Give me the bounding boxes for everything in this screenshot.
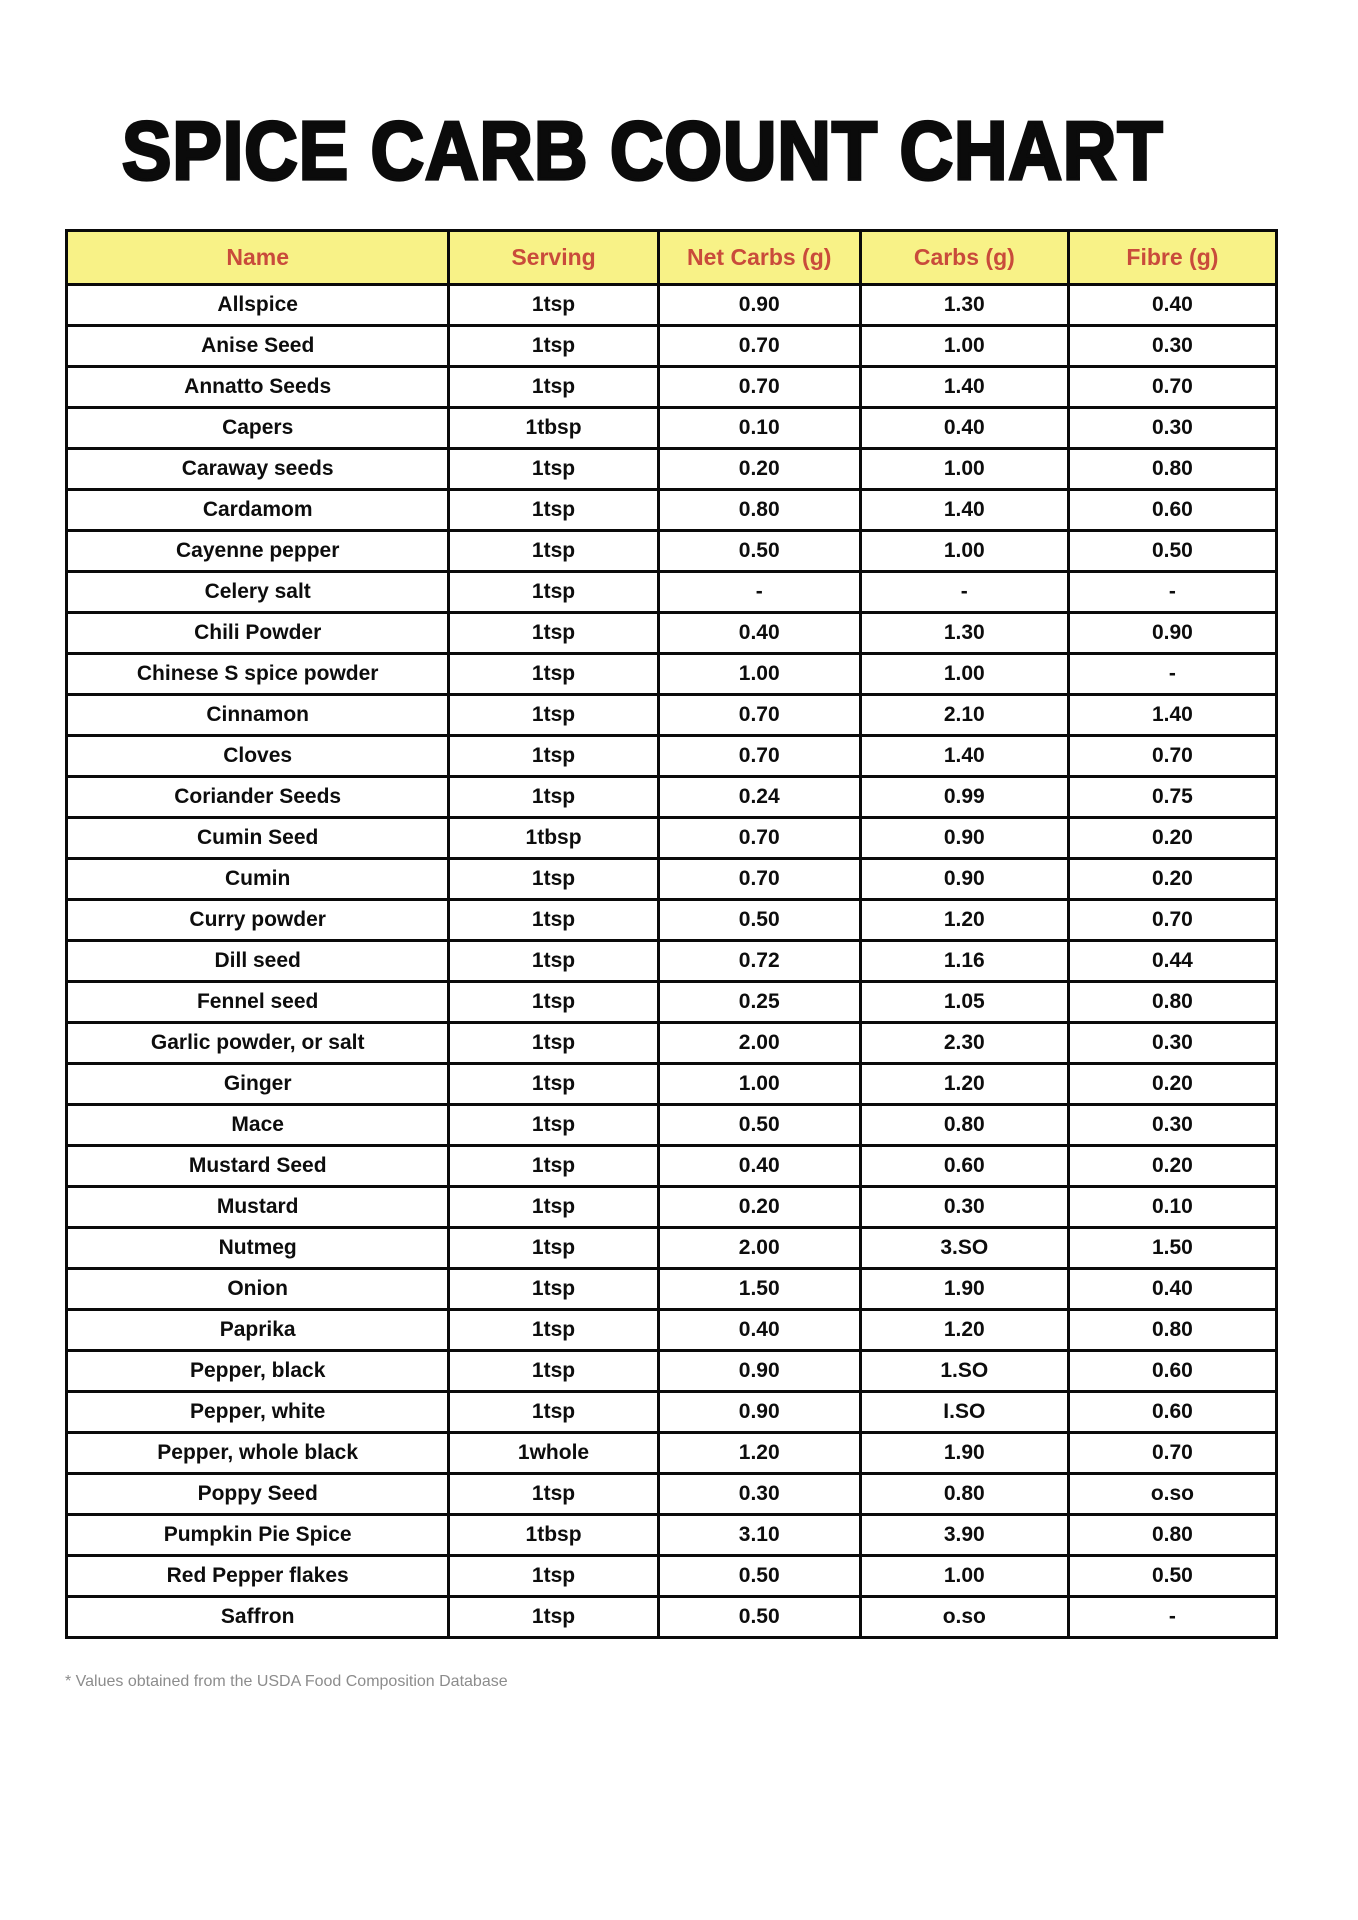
spice-name: Allspice xyxy=(67,285,449,326)
serving: 1tsp xyxy=(449,326,658,367)
spice-name: Pepper, black xyxy=(67,1351,449,1392)
table-row xyxy=(67,408,1277,449)
net-carbs-value: 1.00 xyxy=(658,1064,860,1105)
serving: 1tsp xyxy=(449,1556,658,1597)
spice-carb-table xyxy=(65,229,1278,1639)
spice-name: Mustard Seed xyxy=(67,1146,449,1187)
net-carbs-value: 0.80 xyxy=(658,490,860,531)
carbs-value: 1.30 xyxy=(860,613,1068,654)
table-row xyxy=(67,1351,1277,1392)
serving: 1tsp xyxy=(449,1351,658,1392)
serving: 1tbsp xyxy=(449,408,658,449)
spice-name: Anise Seed xyxy=(67,326,449,367)
table-row xyxy=(67,736,1277,777)
fibre-value: 0.75 xyxy=(1068,777,1276,818)
carbs-value: 0.30 xyxy=(860,1187,1068,1228)
table-row xyxy=(67,1310,1277,1351)
spice-name: Paprika xyxy=(67,1310,449,1351)
carbs-value: 1.00 xyxy=(860,326,1068,367)
net-carbs-value: 1.00 xyxy=(658,654,860,695)
spice-name: Cardamom xyxy=(67,490,449,531)
net-carbs-value: 0.40 xyxy=(658,1146,860,1187)
serving: 1tsp xyxy=(449,613,658,654)
serving: 1tsp xyxy=(449,1064,658,1105)
fibre-value: 0.20 xyxy=(1068,859,1276,900)
carbs-value: 1.SO xyxy=(860,1351,1068,1392)
net-carbs-value: 0.50 xyxy=(658,1105,860,1146)
spice-name: Coriander Seeds xyxy=(67,777,449,818)
fibre-value: 0.70 xyxy=(1068,736,1276,777)
table-row xyxy=(67,695,1277,736)
net-carbs-value: 0.40 xyxy=(658,1310,860,1351)
fibre-value: 0.30 xyxy=(1068,1023,1276,1064)
carbs-value: 0.60 xyxy=(860,1146,1068,1187)
serving: 1tsp xyxy=(449,1474,658,1515)
serving: 1tsp xyxy=(449,1187,658,1228)
serving: 1tsp xyxy=(449,777,658,818)
fibre-value: o.so xyxy=(1068,1474,1276,1515)
net-carbs-value: 0.90 xyxy=(658,1351,860,1392)
net-carbs-value: - xyxy=(658,572,860,613)
table-row xyxy=(67,1105,1277,1146)
serving: 1tsp xyxy=(449,1310,658,1351)
table-row xyxy=(67,449,1277,490)
page-title: SPICE CARB COUNT CHART xyxy=(122,104,1164,198)
fibre-value: - xyxy=(1068,1597,1276,1638)
table-row xyxy=(67,982,1277,1023)
spice-name: Mustard xyxy=(67,1187,449,1228)
net-carbs-value: 0.20 xyxy=(658,1187,860,1228)
net-carbs-value: 0.50 xyxy=(658,1597,860,1638)
spice-name: Caraway seeds xyxy=(67,449,449,490)
net-carbs-value: 0.20 xyxy=(658,449,860,490)
spice-name: Capers xyxy=(67,408,449,449)
serving: 1tsp xyxy=(449,572,658,613)
net-carbs-value: 0.70 xyxy=(658,695,860,736)
column-header: Serving xyxy=(449,231,658,285)
net-carbs-value: 1.20 xyxy=(658,1433,860,1474)
fibre-value: 0.60 xyxy=(1068,1392,1276,1433)
spice-name: Dill seed xyxy=(67,941,449,982)
serving: 1tsp xyxy=(449,1105,658,1146)
carbs-value: 1.90 xyxy=(860,1433,1068,1474)
fibre-value: 1.50 xyxy=(1068,1228,1276,1269)
carbs-value: 1.00 xyxy=(860,654,1068,695)
carbs-value: - xyxy=(860,572,1068,613)
serving: 1tsp xyxy=(449,695,658,736)
table-row xyxy=(67,326,1277,367)
serving: 1whole xyxy=(449,1433,658,1474)
spice-name: Ginger xyxy=(67,1064,449,1105)
fibre-value: 0.10 xyxy=(1068,1187,1276,1228)
serving: 1tsp xyxy=(449,449,658,490)
serving: 1tbsp xyxy=(449,1515,658,1556)
fibre-value: 0.60 xyxy=(1068,1351,1276,1392)
net-carbs-value: 0.70 xyxy=(658,736,860,777)
serving: 1tsp xyxy=(449,1597,658,1638)
carbs-value: 1.90 xyxy=(860,1269,1068,1310)
fibre-value: 0.44 xyxy=(1068,941,1276,982)
table-row xyxy=(67,1474,1277,1515)
table-row xyxy=(67,654,1277,695)
column-header: Net Carbs (g) xyxy=(658,231,860,285)
spice-name: Cloves xyxy=(67,736,449,777)
net-carbs-value: 0.30 xyxy=(658,1474,860,1515)
table-body xyxy=(67,285,1277,1638)
serving: 1tsp xyxy=(449,859,658,900)
spice-name: Cumin xyxy=(67,859,449,900)
column-header: Carbs (g) xyxy=(860,231,1068,285)
carbs-value: 0.99 xyxy=(860,777,1068,818)
fibre-value: 0.80 xyxy=(1068,982,1276,1023)
spice-name: Cayenne pepper xyxy=(67,531,449,572)
fibre-value: - xyxy=(1068,572,1276,613)
net-carbs-value: 2.00 xyxy=(658,1228,860,1269)
net-carbs-value: 2.00 xyxy=(658,1023,860,1064)
table-row xyxy=(67,1228,1277,1269)
carbs-value: I.SO xyxy=(860,1392,1068,1433)
net-carbs-value: 0.40 xyxy=(658,613,860,654)
spice-name: Poppy Seed xyxy=(67,1474,449,1515)
net-carbs-value: 3.10 xyxy=(658,1515,860,1556)
serving: 1tsp xyxy=(449,941,658,982)
serving: 1tbsp xyxy=(449,818,658,859)
spice-name: Red Pepper flakes xyxy=(67,1556,449,1597)
net-carbs-value: 0.70 xyxy=(658,859,860,900)
spice-name: Pepper, white xyxy=(67,1392,449,1433)
spice-name: Saffron xyxy=(67,1597,449,1638)
spice-name: Mace xyxy=(67,1105,449,1146)
spice-name: Cumin Seed xyxy=(67,818,449,859)
serving: 1tsp xyxy=(449,1146,658,1187)
table-row xyxy=(67,941,1277,982)
table-row xyxy=(67,531,1277,572)
serving: 1tsp xyxy=(449,285,658,326)
table-row xyxy=(67,1023,1277,1064)
carbs-value: 0.80 xyxy=(860,1474,1068,1515)
serving: 1tsp xyxy=(449,490,658,531)
carbs-value: 1.20 xyxy=(860,900,1068,941)
carbs-value: 1.00 xyxy=(860,1556,1068,1597)
fibre-value: 0.30 xyxy=(1068,408,1276,449)
table-row xyxy=(67,777,1277,818)
footnote: * Values obtained from the USDA Food Composition Database xyxy=(65,1673,508,1690)
table-row xyxy=(67,818,1277,859)
spice-name: Chinese S spice powder xyxy=(67,654,449,695)
carbs-value: 0.40 xyxy=(860,408,1068,449)
carbs-value: 1.40 xyxy=(860,367,1068,408)
fibre-value: 0.70 xyxy=(1068,1433,1276,1474)
carbs-value: 0.80 xyxy=(860,1105,1068,1146)
serving: 1tsp xyxy=(449,1023,658,1064)
table-row xyxy=(67,1146,1277,1187)
carbs-value: o.so xyxy=(860,1597,1068,1638)
table-row xyxy=(67,1392,1277,1433)
table-row xyxy=(67,1556,1277,1597)
fibre-value: 0.70 xyxy=(1068,900,1276,941)
serving: 1tsp xyxy=(449,736,658,777)
carbs-value: 2.10 xyxy=(860,695,1068,736)
net-carbs-value: 1.50 xyxy=(658,1269,860,1310)
net-carbs-value: 0.10 xyxy=(658,408,860,449)
fibre-value: 0.20 xyxy=(1068,1064,1276,1105)
table-row xyxy=(67,490,1277,531)
carbs-value: 2.30 xyxy=(860,1023,1068,1064)
net-carbs-value: 0.25 xyxy=(658,982,860,1023)
carbs-value: 1.40 xyxy=(860,490,1068,531)
spice-name: Nutmeg xyxy=(67,1228,449,1269)
net-carbs-value: 0.90 xyxy=(658,1392,860,1433)
net-carbs-value: 0.90 xyxy=(658,285,860,326)
serving: 1tsp xyxy=(449,531,658,572)
carbs-value: 0.90 xyxy=(860,859,1068,900)
net-carbs-value: 0.50 xyxy=(658,1556,860,1597)
carbs-value: 1.30 xyxy=(860,285,1068,326)
carbs-value: 3.90 xyxy=(860,1515,1068,1556)
spice-name: Garlic powder, or salt xyxy=(67,1023,449,1064)
spice-name: Cinnamon xyxy=(67,695,449,736)
fibre-value: 0.20 xyxy=(1068,1146,1276,1187)
spice-name: Pumpkin Pie Spice xyxy=(67,1515,449,1556)
serving: 1tsp xyxy=(449,1228,658,1269)
serving: 1tsp xyxy=(449,367,658,408)
fibre-value: 0.70 xyxy=(1068,367,1276,408)
fibre-value: 0.50 xyxy=(1068,1556,1276,1597)
carbs-value: 1.40 xyxy=(860,736,1068,777)
spice-name: Curry powder xyxy=(67,900,449,941)
carbs-value: 1.00 xyxy=(860,531,1068,572)
table-row xyxy=(67,1515,1277,1556)
table-row xyxy=(67,285,1277,326)
fibre-value: 0.40 xyxy=(1068,1269,1276,1310)
serving: 1tsp xyxy=(449,900,658,941)
table-row xyxy=(67,1064,1277,1105)
fibre-value: 0.80 xyxy=(1068,449,1276,490)
fibre-value: 0.80 xyxy=(1068,1310,1276,1351)
table-row xyxy=(67,1597,1277,1638)
spice-name: Chili Powder xyxy=(67,613,449,654)
spice-name: Onion xyxy=(67,1269,449,1310)
net-carbs-value: 0.50 xyxy=(658,900,860,941)
fibre-value: 0.30 xyxy=(1068,1105,1276,1146)
table-row xyxy=(67,613,1277,654)
table-row xyxy=(67,859,1277,900)
net-carbs-value: 0.70 xyxy=(658,818,860,859)
table-row xyxy=(67,1187,1277,1228)
serving: 1tsp xyxy=(449,982,658,1023)
serving: 1tsp xyxy=(449,1392,658,1433)
carbs-value: 3.SO xyxy=(860,1228,1068,1269)
fibre-value: 0.90 xyxy=(1068,613,1276,654)
fibre-value: 1.40 xyxy=(1068,695,1276,736)
serving: 1tsp xyxy=(449,654,658,695)
net-carbs-value: 0.24 xyxy=(658,777,860,818)
column-header: Fibre (g) xyxy=(1068,231,1276,285)
table-header-row xyxy=(67,231,1277,285)
net-carbs-value: 0.50 xyxy=(658,531,860,572)
table-row xyxy=(67,1433,1277,1474)
fibre-value: 0.40 xyxy=(1068,285,1276,326)
serving: 1tsp xyxy=(449,1269,658,1310)
column-header: Name xyxy=(67,231,449,285)
spice-name: Fennel seed xyxy=(67,982,449,1023)
carbs-value: 1.16 xyxy=(860,941,1068,982)
fibre-value: 0.50 xyxy=(1068,531,1276,572)
spice-name: Annatto Seeds xyxy=(67,367,449,408)
fibre-value: 0.30 xyxy=(1068,326,1276,367)
fibre-value: 0.20 xyxy=(1068,818,1276,859)
table-row xyxy=(67,900,1277,941)
carbs-value: 0.90 xyxy=(860,818,1068,859)
fibre-value: 0.80 xyxy=(1068,1515,1276,1556)
carbs-value: 1.20 xyxy=(860,1310,1068,1351)
net-carbs-value: 0.70 xyxy=(658,326,860,367)
fibre-value: 0.60 xyxy=(1068,490,1276,531)
table-row xyxy=(67,1269,1277,1310)
spice-name: Pepper, whole black xyxy=(67,1433,449,1474)
table-row xyxy=(67,367,1277,408)
carbs-value: 1.05 xyxy=(860,982,1068,1023)
carbs-value: 1.20 xyxy=(860,1064,1068,1105)
net-carbs-value: 0.72 xyxy=(658,941,860,982)
table-row xyxy=(67,572,1277,613)
spice-name: Celery salt xyxy=(67,572,449,613)
carbs-value: 1.00 xyxy=(860,449,1068,490)
table-head xyxy=(67,231,1277,285)
net-carbs-value: 0.70 xyxy=(658,367,860,408)
fibre-value: - xyxy=(1068,654,1276,695)
